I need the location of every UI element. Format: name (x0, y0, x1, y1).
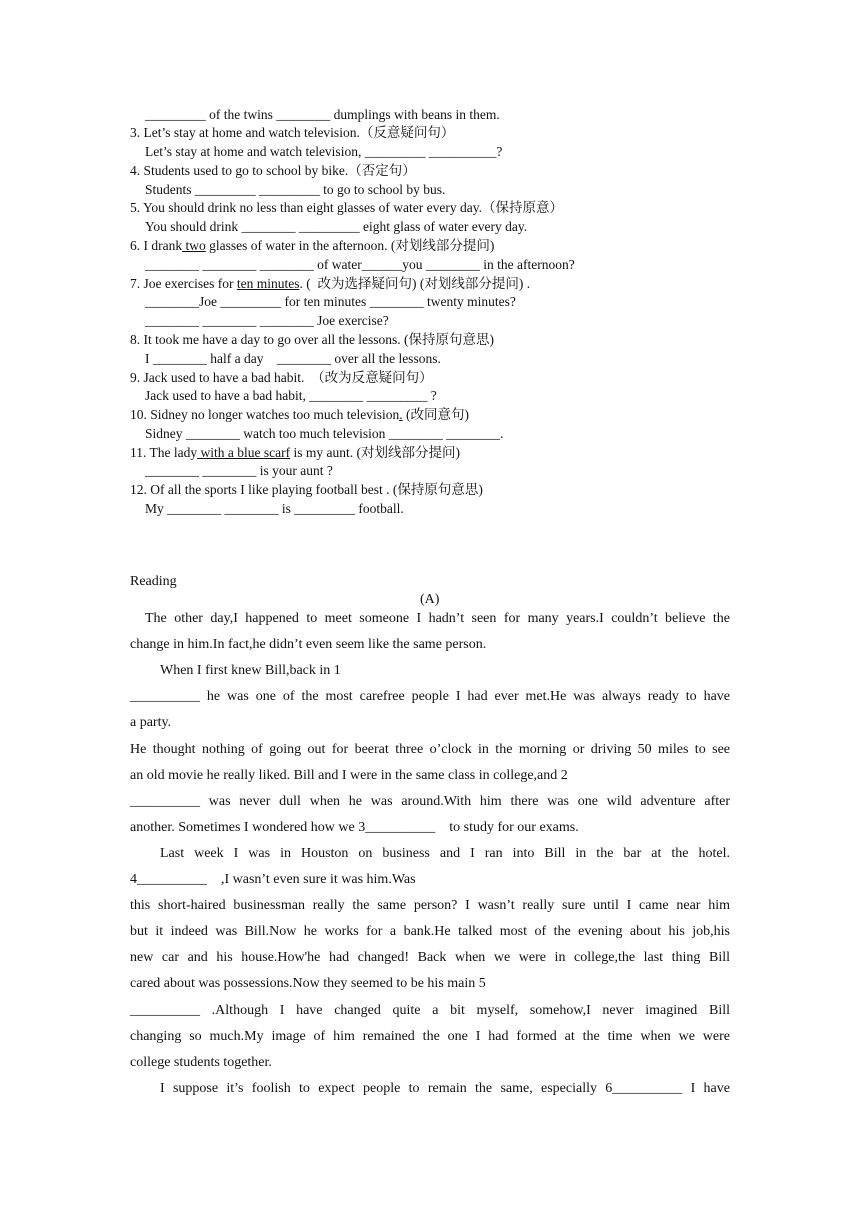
q-text: 11. The lady (130, 445, 198, 460)
exercise-4-question: 4. Students used to go to school by bike.（否定句） (130, 163, 416, 178)
passage-label: (A) (420, 592, 440, 607)
q-text: is my aunt. (对划线部分提问) (290, 445, 460, 460)
exercise-3-answer: Let’s stay at home and watch television, _________ __________? (145, 144, 503, 159)
exercise-6-answer: ________ ________ ________ of water______you ________ in the afternoon? (145, 257, 575, 272)
passage-line: an old movie he really liked. Bill and I were in the same class in college,and 2 (130, 767, 568, 783)
exercise-5-answer: You should drink ________ _________ eight glass of water every day. (145, 219, 528, 234)
reading-heading: Reading (130, 574, 177, 589)
exercise-12-answer: My ________ ________ is _________ football. (145, 501, 404, 516)
exercise-8-answer: I ________ half a day ________ over all the lessons. (145, 351, 441, 366)
underlined-target: . (399, 407, 403, 422)
exercise-4-answer: Students _________ _________ to go to school by bus. (145, 182, 446, 197)
passage-line: He thought nothing of going out for beerat three o’clock in the morning or driving 50 miles to see (130, 741, 730, 757)
passage-line: this short-haired businessman really the same person? I wasn’t really sure until I came near him (130, 898, 730, 914)
passage-line: college students together. (130, 1054, 272, 1070)
exercise-9-question: 9. Jack used to have a bad habit. （改为反意疑问句） (130, 370, 433, 385)
passage-line: Last week I was in Houston on business and I ran into Bill in the bar at the hotel. (160, 845, 730, 861)
q-text: 10. Sidney no longer watches too much television (130, 407, 400, 422)
q-text: (改同意句) (402, 407, 469, 422)
q-text: 6. I drank (130, 238, 183, 253)
exercise-3-question: 3. Let’s stay at home and watch television.（反意疑问句） (130, 125, 455, 140)
exercise-11-question (130, 444, 460, 462)
passage-line: __________ was never dull when he was around.With him there was one wild adventure after (130, 793, 730, 809)
exercise-7-answer: ________Joe _________ for ten minutes ________ twenty minutes? (145, 294, 516, 309)
passage-line: cared about was possessions.Now they seemed to be his main 5 (130, 976, 486, 992)
passage-line: The other day,I happened to meet someone I hadn’t seen for many years.I couldn’t believe the (145, 611, 730, 626)
passage-line: When I first knew Bill,back in 1 (160, 663, 341, 679)
exercise-7-answer-2: ________ ________ ________ Joe exercise? (145, 313, 389, 328)
exercise-12-question: 12. Of all the sports I like playing football best . (保持原句意思) (130, 482, 483, 497)
q-text: . ( 改为选择疑问句) (对划线部分提问) . (299, 276, 531, 291)
exercise-10-answer: Sidney ________ watch too much television ________ ________. (145, 426, 504, 441)
passage-line: __________ .Although I have changed quite a bit myself, somehow,I never imagined Bill (130, 1002, 730, 1018)
exercise-6-question (130, 237, 494, 255)
passage-line: new car and his house.How'he had changed! Back when we were in college,the last thing Bill (130, 950, 730, 966)
passage-line: changing so much.My image of him remained the one I had formed at the time when we were (130, 1028, 730, 1044)
q-text: 7. Joe exercises for (130, 276, 237, 291)
underlined-target: with a blue scarf (197, 445, 291, 460)
passage-line: a party. (130, 715, 172, 731)
exercise-line-continuation: _________ of the twins ________ dumplings with beans in them. (145, 107, 500, 122)
underlined-target: ten minutes (236, 276, 300, 291)
passage-line: change in him.In fact,he didn’t even seem like the same person. (130, 637, 487, 653)
passage-line: another. Sometimes I wondered how we 3__________ to study for our exams. (130, 819, 579, 835)
underlined-target: two (182, 238, 206, 253)
passage-line: __________ he was one of the most carefree people I had ever met.He was always ready to have (130, 689, 730, 705)
exercise-10-question (130, 406, 469, 424)
passage-line: I suppose it’s foolish to expect people to remain the same, especially 6__________ I have (160, 1080, 730, 1096)
q-text: glasses of water in the afternoon. (对划线部分提问) (205, 238, 495, 253)
passage-line: 4__________ ,I wasn’t even sure it was him.Was (130, 872, 416, 887)
exercise-9-answer: Jack used to have a bad habit, ________ _________ ? (145, 388, 437, 403)
exercise-7-question (130, 275, 530, 293)
exercise-11-answer: ________ ________ is your aunt ? (145, 463, 333, 478)
exercise-5-question: 5. You should drink no less than eight glasses of water every day.（保持原意） (130, 200, 563, 215)
passage-line: but it indeed was Bill.Now he works for a bank.He talked most of the evening about his job,his (130, 924, 730, 940)
exercise-8-question: 8. It took me have a day to go over all the lessons. (保持原句意思) (130, 332, 495, 347)
